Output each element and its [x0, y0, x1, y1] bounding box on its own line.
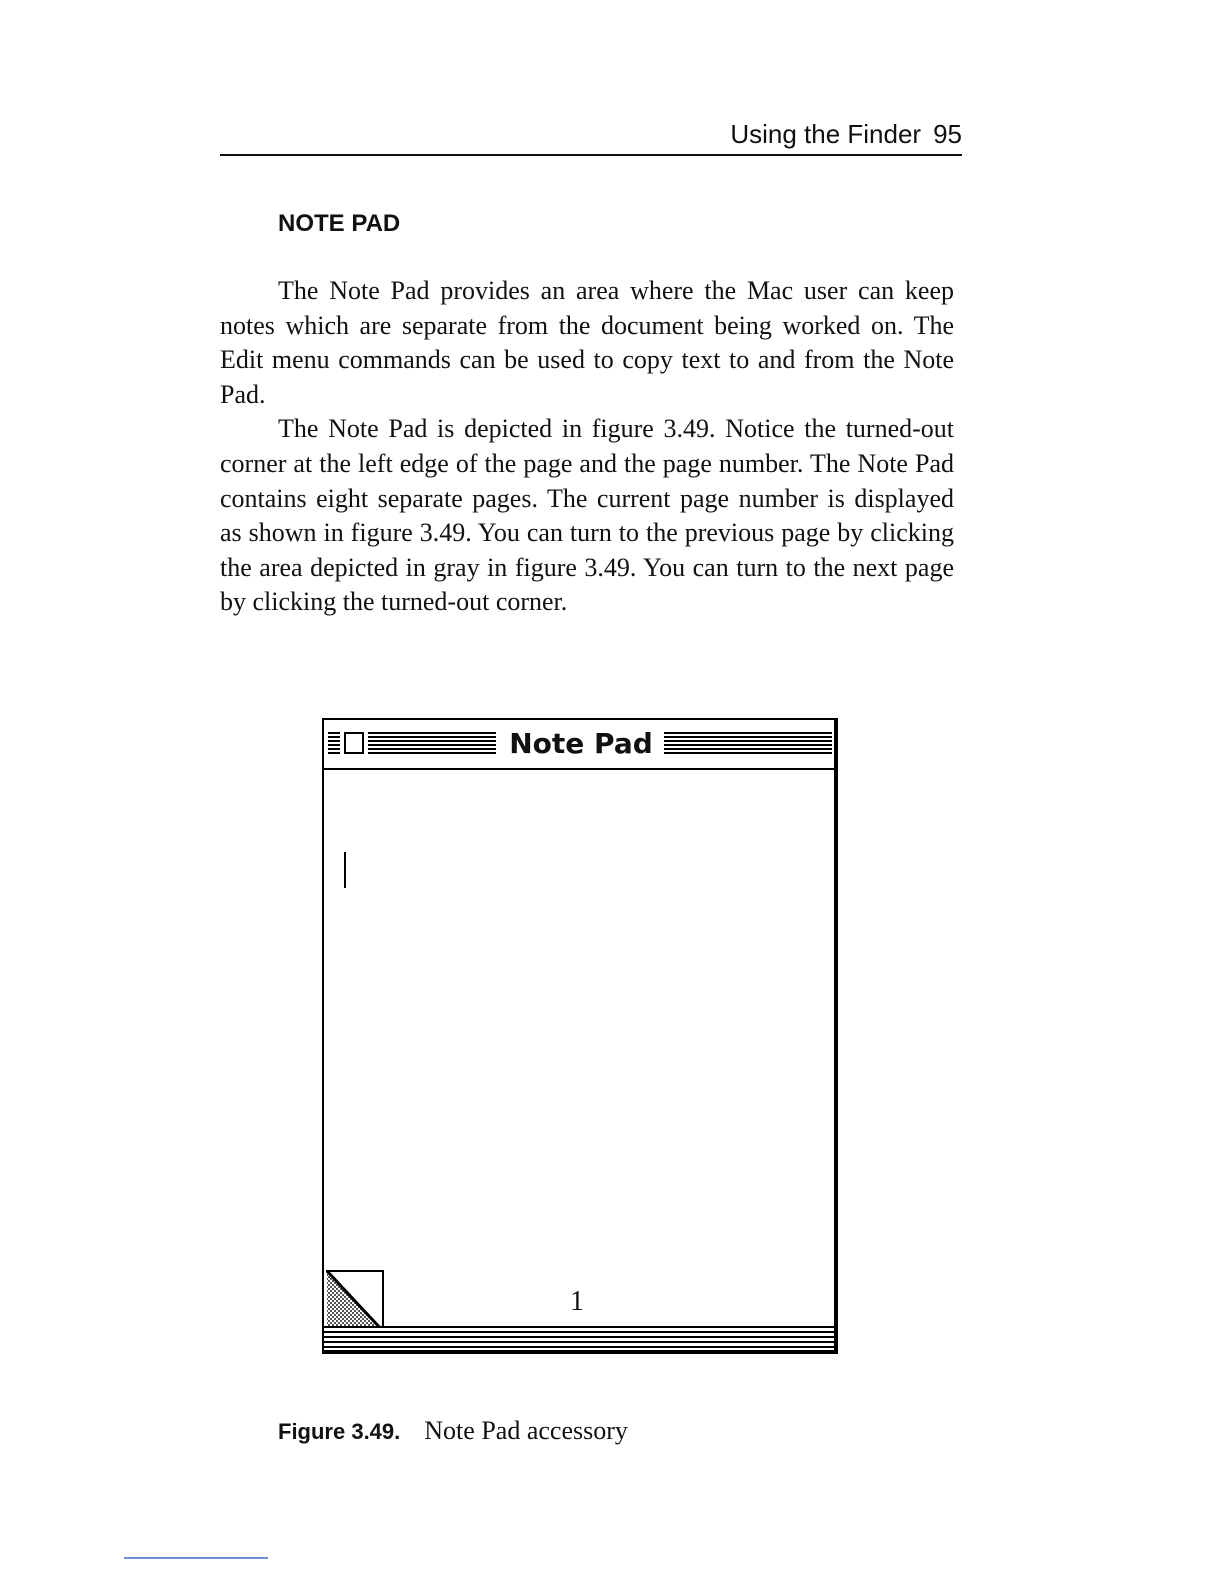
paragraph-1: The Note Pad provides an area where the Mac user can keep notes which are separate from the document being worked on. The Edit menu commands can be used to copy text to and from the Note Pad.: [220, 276, 954, 409]
section-heading: NOTE PAD: [278, 210, 401, 237]
note-pad-text-area[interactable]: [324, 770, 834, 1328]
note-pad-page-number: 1: [570, 1286, 584, 1317]
title-bar-stripes: [368, 732, 496, 756]
page-turn-corner-icon[interactable]: [326, 1270, 384, 1332]
paragraph-2: The Note Pad is depicted in figure 3.49. Notice the turned-out corner at the left edge of the page and the page number. The Note Pad contains eight separate pages. The current page number is displayed as shown in figure 3.49. You can turn to the previous page by clicking the area depicted in gray in figure 3.49. You can turn to the next page by clicking the turned-out corner.: [220, 414, 954, 617]
figure-caption-text: Note Pad accessory: [424, 1416, 628, 1445]
body-text: [220, 274, 954, 620]
note-pad-window: [322, 718, 838, 1354]
title-bar-stripes: [664, 732, 832, 756]
figure-caption: [278, 1416, 628, 1446]
note-pad-title-bar[interactable]: [324, 720, 834, 770]
close-box-icon[interactable]: [344, 732, 364, 754]
text-insertion-caret: [344, 852, 346, 888]
note-pad-bottom-border: [324, 1326, 834, 1350]
running-head: [220, 117, 962, 156]
running-head-title: Using the Finder: [730, 119, 922, 149]
title-bar-stripes: [328, 732, 340, 756]
footnote-rule: [124, 1557, 268, 1559]
figure-label: Figure 3.49.: [278, 1419, 401, 1444]
note-pad-title: Note Pad: [508, 724, 654, 764]
running-head-page-number: 95: [933, 119, 962, 149]
